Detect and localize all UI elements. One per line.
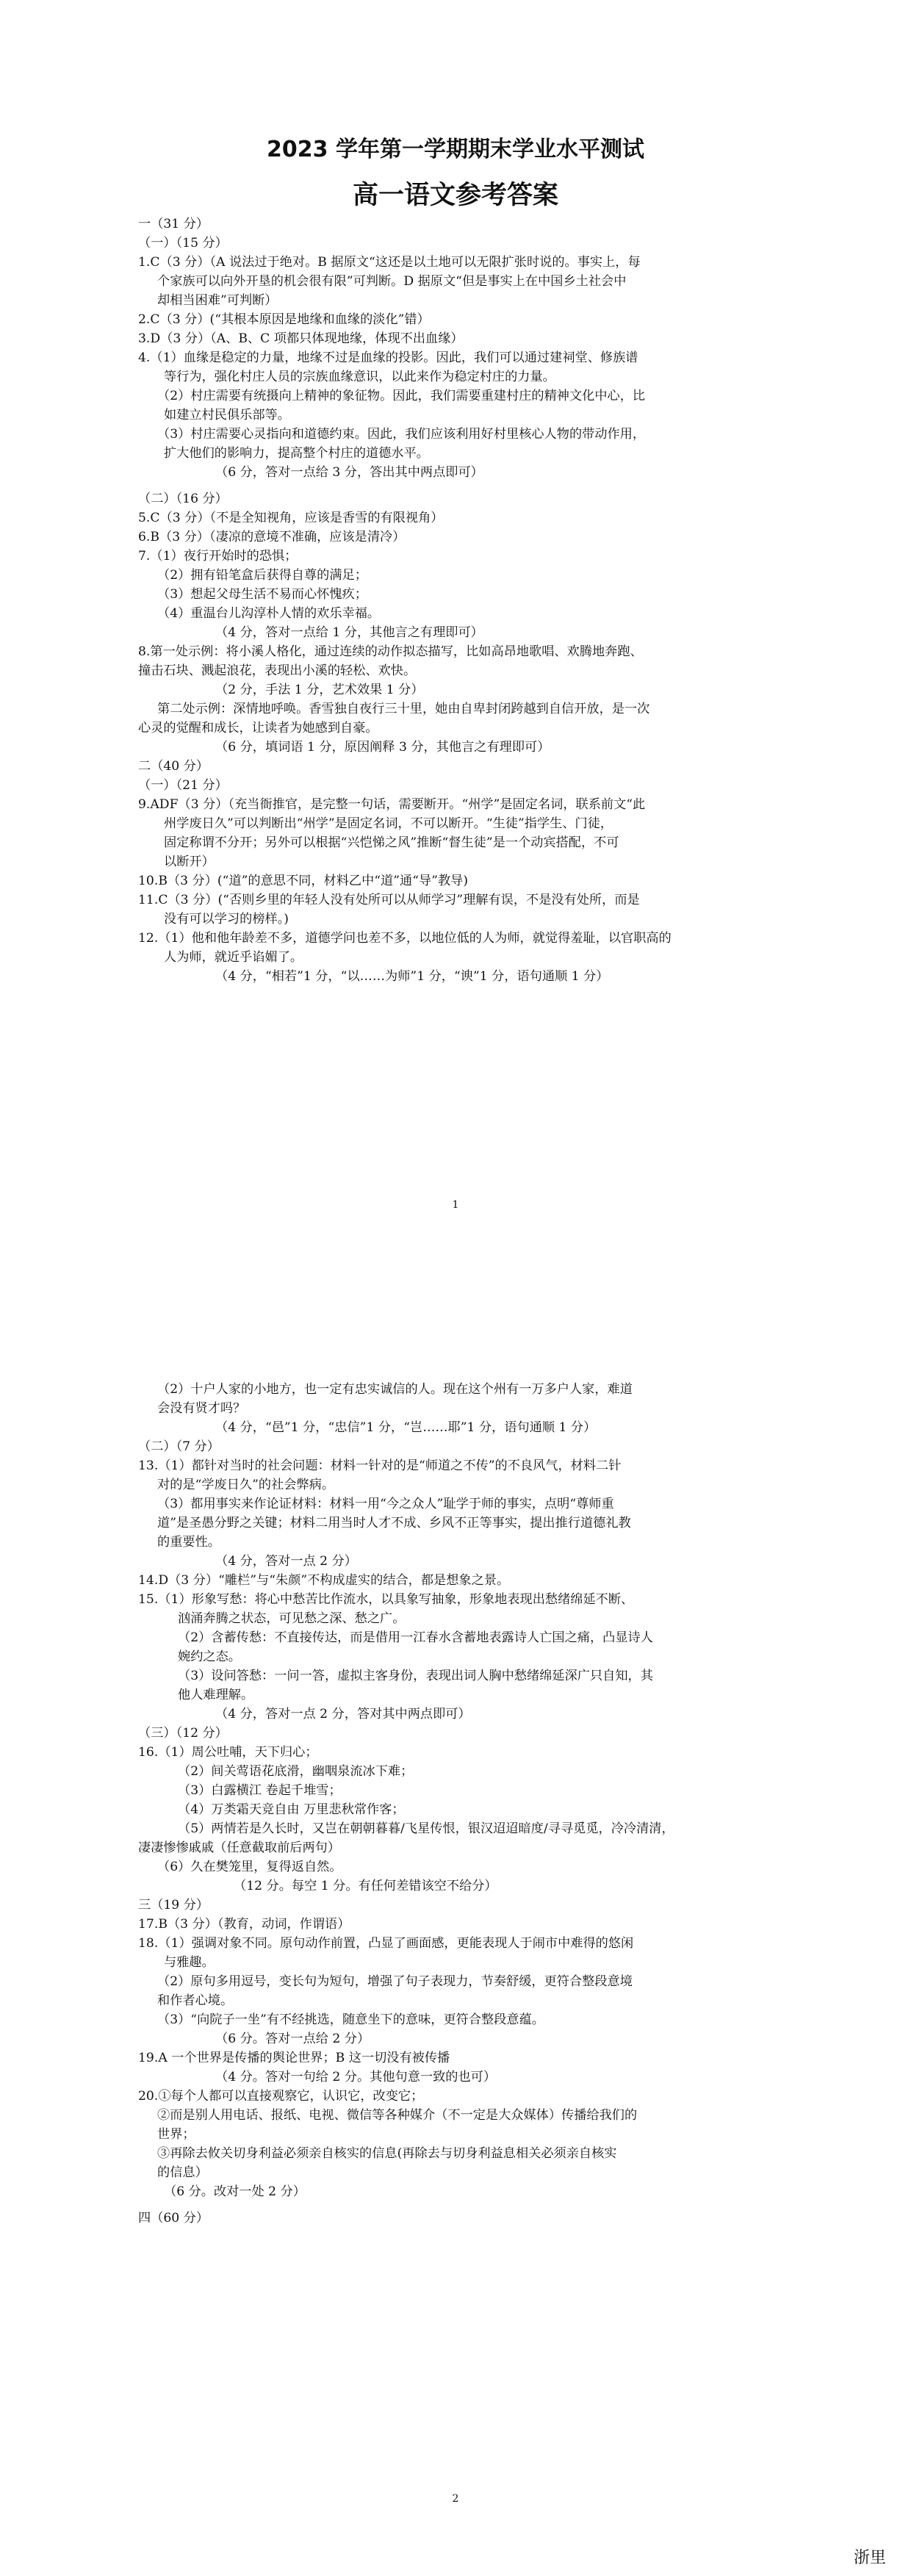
answer-line: 的信息） (157, 2165, 208, 2180)
answer-line: 2.C（3 分）(“其根本原因是地缘和血缘的淡化”错） (138, 312, 430, 327)
scoring-note: （2 分，手法 1 分，艺术效果 1 分） (215, 683, 424, 697)
answer-line: 18.（1）强调对象不同。原句动作前置，凸显了画面感，更能表现人于闹市中难得的悠闲 (138, 1936, 634, 1951)
answer-line: （3）“向院子一坐”有不经挑选，随意坐下的意味，更符合整段意蕴。 (157, 2012, 544, 2027)
answer-line: 道”是圣愚分野之关键；材料二用当时人才不成、乡风不正等事实，提出推行道德礼教 (157, 1516, 631, 1530)
scoring-note: （12 分。每空 1 分。有任何差错该空不给分） (234, 1879, 497, 1893)
answer-line: 心灵的觉醒和成长，让读者为她感到自豪。 (138, 721, 378, 735)
page-1-content (138, 215, 785, 986)
answer-line: （2）间关莺语花底滑，幽咽泉流冰下难； (178, 1764, 414, 1779)
scoring-note: （6 分，答对一点给 3 分，答出其中两点即可） (215, 465, 483, 480)
answer-line: （3）白露横江 卷起千堆雪； (178, 1783, 342, 1798)
answer-line: 扩大他们的影响力，提高整个村庄的道德水平。 (164, 446, 429, 461)
answer-line: （3）村庄需要心灵指向和道德约束。因此，我们应该利用好村里核心人物的带动作用， (157, 427, 646, 442)
subsection-heading: （一）（15 分） (138, 236, 228, 251)
page-number: 2 (452, 2493, 459, 2505)
scoring-note: （4 分，答对一点给 1 分，其他言之有理即可） (215, 625, 483, 640)
answer-line: 却相当困难”可判断） (157, 293, 278, 308)
answer-line: （2）含蓄传愁：不直接传达，而是借用一江春水含蓄地表露诗人亡国之痛，凸显诗人 (178, 1630, 653, 1645)
answer-line: 9.ADF（3 分）（充当衙推官，是完整一句话，需要断开。“州学”是固定名词，联系前文“此 (138, 797, 646, 812)
corner-watermark-text: 浙里 (853, 2549, 886, 2567)
section-heading: 一（31 分） (138, 217, 209, 231)
answer-line: 汹涌奔腾之状态，可见愁之深、愁之广。 (178, 1611, 406, 1626)
answer-line: 17.B（3 分）（教育，动词，作谓语） (138, 1917, 350, 1932)
answer-line: （2）原句多用逗号，变长句为短句，增强了句子表现力，节奏舒缓，更符合整段意境 (157, 1974, 633, 1989)
answer-line: 10.B（3 分）(“道”的意思不同，材料乙中“道”通“导”教导) (138, 874, 469, 888)
answer-line: （4）重温台儿沟淳朴人情的欢乐幸福。 (157, 606, 381, 621)
answer-line: 11.C（3 分）(“否则乡里的年轻人没有处所可以从师学习”理解有误，不是没有处所，而是 (138, 893, 640, 907)
answer-line: 12.（1）他和他年龄差不多，道德学问也差不多，以地位低的人为师，就觉得羞耻，以官职高的 (138, 931, 671, 946)
answer-line: 他人难理解。 (178, 1688, 254, 1702)
answer-line: 对的是“学废日久”的社会弊病。 (157, 1478, 335, 1492)
answer-line: 以断开） (164, 855, 215, 869)
answer-line: 19.A 一个世界是传播的舆论世界；B 这一切没有被传播 (138, 2051, 450, 2065)
answer-line: 的重要性。 (157, 1535, 220, 1550)
page-2-content (138, 1380, 785, 2228)
answer-line: 个家族可以向外开垦的机会很有限”可判断。D 据原文“但是事实上在中国乡土社会中 (157, 274, 627, 289)
page-number: 1 (452, 1199, 459, 1211)
scoring-note: （4 分，“邑”1 分，“忠信”1 分，“岂……耶”1 分，语句通顺 1 分） (215, 1420, 597, 1435)
answer-line: 3.D（3 分）（A、B、C 项都只体现地缘，体现不出血缘） (138, 331, 464, 346)
answer-line: 1.C（3 分）（A 说法过于绝对。B 据原文“这还是以土地可以无限扩张时说的。事实上，每 (138, 255, 641, 270)
answer-subtitle: 高一语文参考答案 (352, 181, 558, 210)
answer-line: 凄凄惨惨戚戚（任意截取前后两句） (138, 1841, 341, 1855)
answer-line: 7.（1）夜行开始时的恐惧； (138, 549, 298, 564)
answer-page-2 (0, 1264, 911, 2576)
answer-line: （3）都用事实来作论证材料：材料一用“今之众人”耻学于师的事实，点明“尊师重 (157, 1497, 614, 1511)
scoring-note: （4 分，“相若”1 分，“以……为师”1 分，“谀”1 分，语句通顺 1 分） (215, 969, 609, 984)
answer-line: 世界； (157, 2127, 195, 2142)
exam-title: 2023 学年第一学期期末学业水平测试 (267, 137, 644, 162)
scoring-note: （6 分。答对一点给 2 分） (215, 2032, 370, 2046)
answer-line: 15.（1）形象写愁：将心中愁苦比作流水，以具象写抽象，形象地表现出愁绪绵延不断、 (138, 1592, 634, 1607)
answer-line: 8.第一处示例：将小溪人格化，通过连续的动作拟态描写，比如高昂地歌唱、欢腾地奔跑、 (138, 644, 643, 659)
answer-line: 13.（1）都针对当时的社会问题：材料一针对的是“师道之不传”的不良风气，材料二针 (138, 1458, 622, 1473)
answer-line: （5）两情若是久长时，又岂在朝朝暮暮/飞星传恨，银汉迢迢暗度/寻寻觅觅，冷冷清清， (178, 1821, 674, 1836)
answer-line: 撞击石块、溅起浪花，表现出小溪的轻松、欢快。 (138, 663, 417, 678)
spacer (138, 482, 785, 489)
answer-line: 和作者心境。 (157, 1993, 234, 2008)
subsection-heading: （二）（7 分） (138, 1439, 220, 1454)
answer-line: 固定称谓不分开；另外可以根据“兴恺悌之风”推断“督生徒”是一个动宾搭配，不可 (164, 835, 619, 850)
answer-line: 16.（1）周公吐哺，天下归心； (138, 1745, 318, 1760)
answer-line: （3）想起父母生活不易而心怀愧疚； (157, 587, 367, 602)
answer-line: 与雅趣。 (164, 1955, 215, 1970)
answer-line: 5.C（3 分）（不是全知视角，应该是香雪的有限视角） (138, 511, 444, 525)
answer-line: 会没有贤才吗？ (157, 1401, 246, 1416)
scoring-note: （4 分，答对一点 2 分） (215, 1554, 357, 1569)
answer-line: （4）万类霜天竞自由 万里悲秋常作客； (178, 1802, 405, 1817)
answer-line: 州学废日久”可以判断出“州学”是固定名词，不可以断开。“生徒”指学生、门徒， (164, 816, 613, 831)
answer-line: 20.①每个人都可以直接观察它，认识它，改变它； (138, 2089, 424, 2104)
spacer (138, 2201, 785, 2209)
answer-line: 没有可以学习的榜样。) (164, 912, 289, 927)
answer-line: （6）久在樊笼里，复得返自然。 (157, 1860, 342, 1874)
answer-line: 等行为，强化村庄人员的宗族血缘意识，以此来作为稳定村庄的力量。 (164, 370, 555, 384)
scoring-note: （4 分，答对一点 2 分，答对其中两点即可） (215, 1707, 471, 1721)
scoring-note: （6 分，填词语 1 分，原因阐释 3 分，其他言之有理即可） (215, 740, 550, 755)
section-heading: 四（60 分） (138, 2211, 209, 2226)
answer-line: 14.D（3 分）“雕栏”与“朱颜”不构成虚实的结合，都是想象之景。 (138, 1573, 510, 1588)
answer-line: （2）拥有铅笔盒后获得自尊的满足； (157, 568, 367, 583)
scoring-note: （6 分。改对一处 2 分） (164, 2184, 306, 2199)
answer-page-1 (0, 0, 911, 1264)
answer-line: （2）十户人家的小地方，也一定有忠实诚信的人。现在这个州有一万多户人家，难道 (157, 1382, 633, 1397)
section-heading: 二（40 分） (138, 759, 209, 774)
answer-line: 4.（1）血缘是稳定的力量，地缘不过是血缘的投影。因此，我们可以通过建祠堂、修族谱 (138, 350, 638, 365)
scoring-note: （4 分。答对一句给 2 分。其他句意一致的也可） (215, 2070, 497, 2084)
answer-line: ②而是别人用电话、报纸、电视、微信等各种媒介（不一定是大众媒体）传播给我们的 (157, 2108, 638, 2123)
answer-line: 6.B（3 分）（凄凉的意境不准确，应该是清冷） (138, 530, 406, 544)
answer-line: 婉约之态。 (178, 1649, 241, 1664)
subsection-heading: （二）（16 分） (138, 492, 228, 506)
answer-line: 如建立村民俱乐部等。 (164, 408, 290, 422)
answer-line: （2）村庄需要有统摄向上精神的象征物。因此，我们需要重建村庄的精神文化中心，比 (157, 389, 646, 403)
subsection-heading: （一）（21 分） (138, 778, 228, 793)
section-heading: 三（19 分） (138, 1898, 209, 1913)
answer-line: ③再除去攸关切身利益必须亲自核实的信息(再除去与切身利益息相关必须亲自核实 (157, 2146, 617, 2161)
answer-line: 人为师，就近乎谄媚了。 (164, 950, 303, 965)
answer-line: （3）设问答愁：一问一答，虚拟主客身份，表现出词人胸中愁绪绵延深广只自知，其 (178, 1669, 653, 1683)
answer-line: 第二处示例：深情地呼唤。香雪独自夜行三十里，她由自卑封闭跨越到自信开放，是一次 (157, 702, 650, 716)
subsection-heading: （三）（12 分） (138, 1726, 228, 1741)
